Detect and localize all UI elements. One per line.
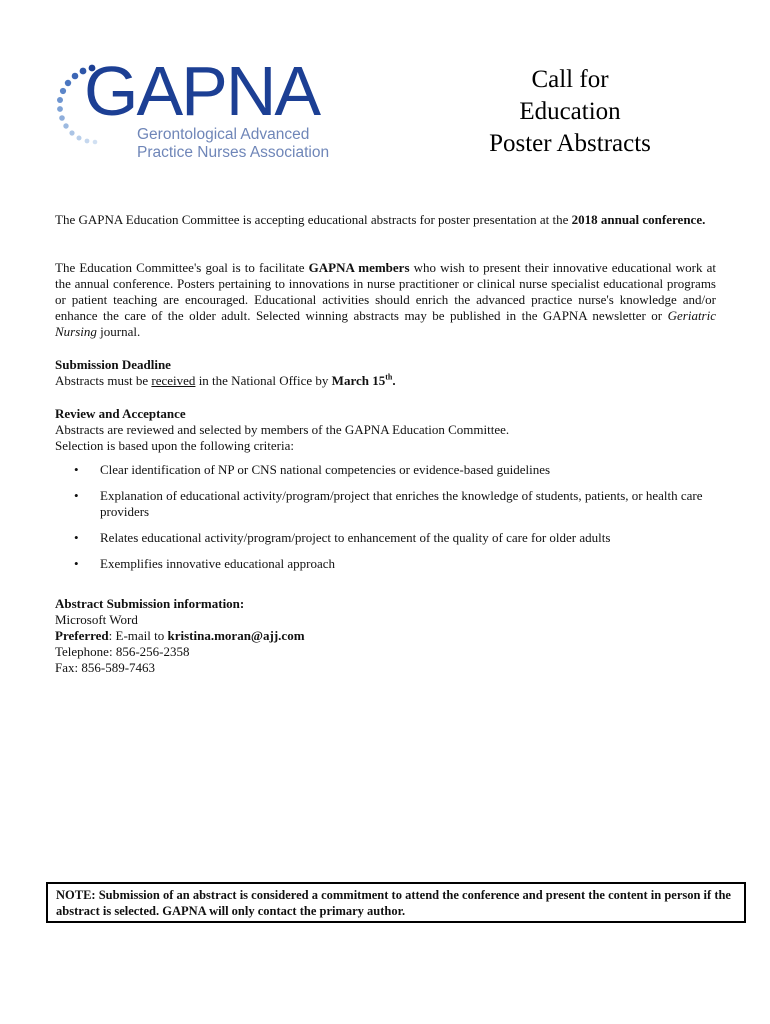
goal-text-start: The Education Committee's goal is to facilitate — [55, 260, 309, 275]
bullet-icon: • — [74, 530, 79, 545]
intro-paragraph — [55, 212, 716, 228]
deadline-date — [332, 373, 396, 388]
goal-text-end: journal. — [96, 324, 141, 339]
criteria-text: Clear identification of NP or CNS national competencies or evidence-based guidelines — [100, 462, 551, 477]
logo-wordmark: GAPNA — [84, 52, 320, 130]
criteria-list — [55, 462, 716, 582]
deadline-text-start: Abstracts must be — [55, 373, 152, 388]
bullet-icon: • — [74, 556, 79, 571]
bullet-icon: • — [74, 462, 79, 477]
document-title — [460, 64, 680, 160]
submission-format: Microsoft Word — [55, 612, 138, 627]
goal-text-middle: who wish to present their innovative educational work at the annual conference. Posters pertaining to innovations in nurse practitioner or clinical nurse specialist educational programs or patient teaching are encouraged. Educational activities should enrich the advanced practice nurse's knowledge and/or enhance the care of the older adult. Selected winning abstracts may be published in the GAPNA newsletter or — [55, 260, 716, 323]
preferred-label: Preferred — [55, 628, 109, 643]
submission-section — [55, 596, 716, 676]
bullet-icon: • — [74, 488, 79, 503]
logo-subtitle-line2: Practice Nurses Association — [137, 144, 330, 161]
intro-text: The GAPNA Education Committee is accepting educational abstracts for poster presentation at the — [55, 212, 572, 227]
list-item — [55, 556, 716, 572]
title-line-3: Poster Abstracts — [489, 130, 651, 157]
list-item — [55, 462, 716, 478]
title-line-1: Call for — [531, 66, 609, 93]
deadline-date-day: March 15 — [331, 373, 386, 388]
submission-heading: Abstract Submission information: — [55, 596, 245, 611]
gapna-logo — [50, 52, 330, 166]
logo-subtitle-line1: Gerontological Advanced — [137, 126, 310, 143]
telephone: Telephone: 856-256-2358 — [55, 644, 190, 659]
note-box: NOTE: Submission of an abstract is considered a commitment to attend the conference and present the content in person if the abstract is selected. GAPNA will only contact the primary author. — [46, 882, 746, 923]
deadline-period: . — [392, 373, 396, 388]
list-item — [55, 530, 716, 546]
preferred-text: : E-mail to — [108, 628, 168, 643]
fax: Fax: 856-589-7463 — [55, 660, 156, 675]
criteria-text: Exemplifies innovative educational approach — [100, 556, 335, 571]
deadline-section — [55, 357, 716, 389]
review-text-line1: Abstracts are reviewed and selected by members of the GAPNA Education Committee. — [55, 422, 510, 437]
journal-name: Geriatric Nursing — [55, 308, 716, 339]
deadline-received: received — [151, 373, 196, 388]
title-line-2: Education — [519, 98, 621, 125]
criteria-text: Explanation of educational activity/program/project that enriches the knowledge of students, patients, or health care providers — [100, 488, 703, 519]
list-item — [55, 488, 716, 520]
email-link[interactable]: kristina.moran@ajj.com — [167, 628, 305, 643]
deadline-date-suffix: th — [385, 372, 393, 382]
preferred-contact — [55, 628, 716, 644]
review-text-line2: Selection is based upon the following criteria: — [55, 438, 294, 453]
review-section — [55, 406, 716, 454]
intro-conference: 2018 annual conference. — [571, 212, 706, 227]
deadline-heading: Submission Deadline — [55, 357, 171, 372]
deadline-text — [55, 373, 716, 389]
goal-paragraph — [55, 260, 716, 340]
deadline-text-middle: in the National Office by — [195, 373, 332, 388]
criteria-text: Relates educational activity/program/project to enhancement of the quality of care for older adults — [100, 530, 611, 545]
goal-members: GAPNA members — [308, 260, 410, 275]
review-heading: Review and Acceptance — [55, 406, 186, 421]
